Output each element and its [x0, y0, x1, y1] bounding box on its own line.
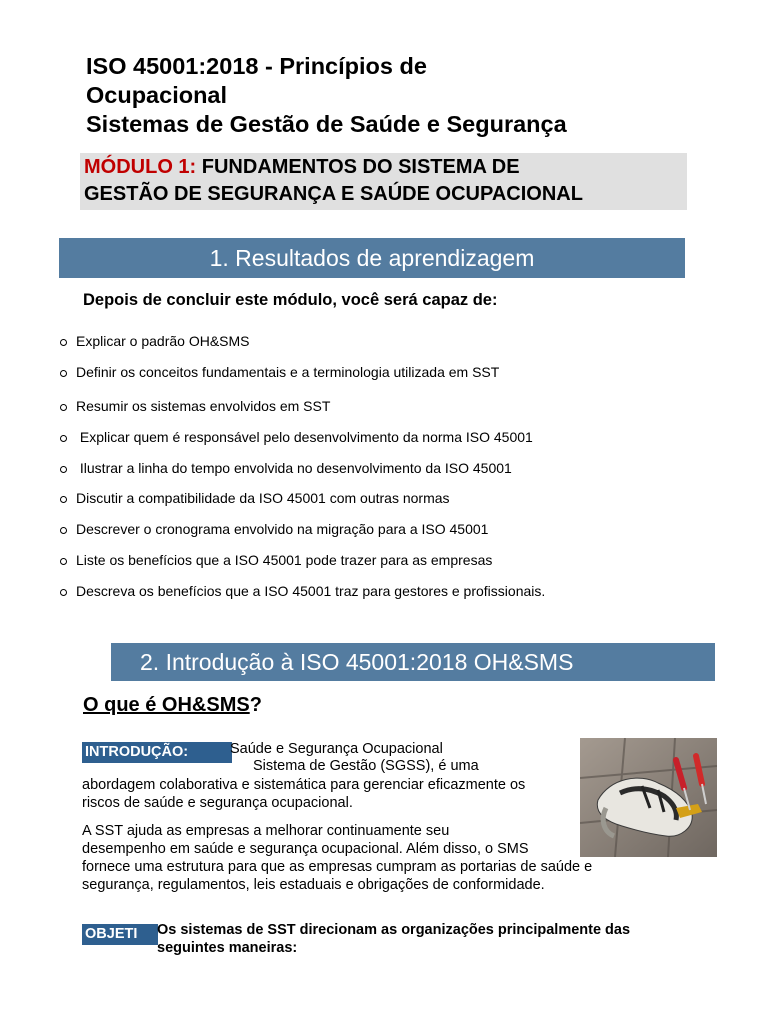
document-title	[86, 52, 567, 139]
objective-line-1: Os sistemas de SST direcionam as organizações principalmente das	[157, 922, 631, 938]
list-item	[60, 460, 512, 476]
list-item-text: Explicar quem é responsável pelo desenvolvimento da norma ISO 45001	[76, 429, 533, 445]
hollow-circle-icon	[60, 339, 67, 346]
list-item-text: Descrever o cronograma envolvido na migração para a ISO 45001	[76, 521, 489, 537]
list-item	[60, 552, 492, 568]
hollow-circle-icon	[60, 435, 67, 442]
hollow-circle-icon	[60, 496, 67, 503]
list-item-text: Descreva os benefícios que a ISO 45001 traz para gestores e profissionais.	[76, 583, 546, 599]
list-item	[60, 490, 450, 506]
intro-line-4: riscos de saúde e segurança ocupacional.	[82, 795, 353, 811]
list-item	[60, 364, 499, 380]
list-item	[60, 333, 250, 349]
module-heading	[84, 154, 684, 208]
list-item-text: Resumir os sistemas envolvidos em SST	[76, 398, 331, 414]
question-mark: ?	[249, 694, 262, 716]
title-line-2: Ocupacional	[86, 82, 228, 108]
intro-line-3: abordagem colaborativa e sistemática para gerenciar eficazmente os	[82, 777, 526, 793]
hollow-circle-icon	[60, 558, 67, 565]
list-item	[60, 429, 533, 445]
objective-line-2: seguintes maneiras:	[157, 940, 298, 956]
module-prefix: MÓDULO 1:	[84, 156, 197, 178]
section-2-heading	[111, 643, 715, 681]
hollow-circle-icon	[60, 589, 67, 596]
list-item-text: Liste os benefícios que a ISO 45001 pode trazer para as empresas	[76, 552, 493, 568]
list-item	[60, 398, 330, 414]
para2-line-4: segurança, regulamentos, leis estaduais e obrigações de conformidade.	[82, 877, 545, 893]
para2-line-1: A SST ajuda as empresas a melhorar continuamente seu	[82, 823, 450, 839]
intro-line-1: Saúde e Segurança Ocupacional	[230, 741, 443, 757]
module-title-line-1: FUNDAMENTOS DO SISTEMA DE	[196, 156, 520, 178]
module-title-line-2: GESTÃO DE SEGURANÇA E SAÚDE OCUPACIONAL	[84, 183, 583, 205]
para2-line-3: fornece uma estrutura para que as empresas cumpram as portarias de saúde e	[82, 859, 593, 875]
section-2-heading-text: 2. Introdução à ISO 45001:2018 OH&SMS	[140, 648, 574, 675]
title-line-1: ISO 45001:2018 - Princípios de	[86, 53, 427, 79]
gloves-and-screwdrivers-photo	[580, 738, 717, 857]
list-item-text: Explicar o padrão OH&SMS	[76, 333, 250, 349]
list-item-text: Definir os conceitos fundamentais e a terminologia utilizada em SST	[76, 364, 500, 380]
intro-label: INTRODUÇÃO:	[82, 742, 232, 763]
hollow-circle-icon	[60, 370, 67, 377]
intro-line-2: Sistema de Gestão (SGSS), é uma	[253, 758, 479, 774]
question-underlined: O que é OH&SMS	[83, 694, 250, 716]
list-item	[60, 521, 488, 537]
learning-intro: Depois de concluir este módulo, você será capaz de:	[83, 291, 498, 309]
hollow-circle-icon	[60, 404, 67, 411]
section-1-heading	[59, 238, 685, 278]
question-heading	[83, 694, 262, 717]
list-item-text: Ilustrar a linha do tempo envolvida no desenvolvimento da ISO 45001	[76, 460, 512, 476]
objective-label: OBJETI	[82, 924, 158, 945]
list-item	[60, 583, 545, 599]
title-line-3: Sistemas de Gestão de Saúde e Segurança	[86, 111, 567, 137]
section-1-heading-text: 1. Resultados de aprendizagem	[209, 244, 535, 271]
para2-line-2: desempenho em saúde e segurança ocupacional. Além disso, o SMS	[82, 841, 529, 857]
hollow-circle-icon	[60, 527, 67, 534]
hollow-circle-icon	[60, 466, 67, 473]
gloves-photo	[580, 738, 717, 857]
list-item-text: Discutir a compatibilidade da ISO 45001 com outras normas	[76, 490, 450, 506]
